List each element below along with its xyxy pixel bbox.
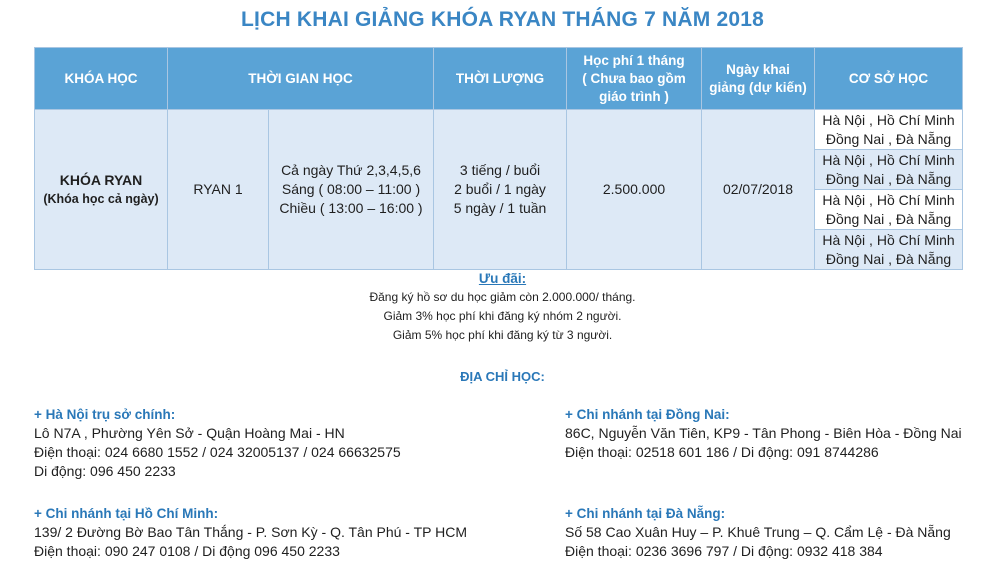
duration-cell [434,110,567,270]
branch-hcm-heading: + Chi nhánh tại Hồ Chí Minh: [34,506,219,521]
campus-line1: Hà Nội , Hồ Chí Minh [822,151,955,168]
branch-hcm-address: 139/ 2 Đường Bờ Bao Tân Thắng - P. Sơn Kỳ - Q. Tân Phú - TP HCM [34,524,468,540]
header-fee-line3: giáo trình ) [599,88,669,104]
header-fee-line1: Học phí 1 tháng [583,52,685,68]
header-fee [567,48,702,110]
header-campus: CƠ SỞ HỌC [815,48,963,110]
campus-line1: Hà Nội , Hồ Chí Minh [822,231,955,248]
campus-cell [815,150,963,190]
fee-cell: 2.500.000 [567,110,702,270]
start-date-cell: 02/07/2018 [702,110,815,270]
branch-hanoi-heading: + Hà Nội trụ sở chính: [34,407,176,422]
branch-hanoi-phone: Điện thoại: 024 6680 1552 / 024 32005137 / 024 66632575 [34,444,401,460]
header-start-date [702,48,815,110]
campus-line2: Đồng Nai , Đà Nẵng [825,170,952,187]
campus-cell [815,230,963,270]
schedule-cell [269,110,434,270]
duration-line-1: 3 tiếng / buổi [459,162,541,178]
promo-line: Giảm 5% học phí khi đăng ký từ 3 người. [392,328,613,342]
branch-dongnai-address: 86C, Nguyễn Văn Tiên, KP9 - Tân Phong - Biên Hòa - Đồng Nai [565,425,962,441]
branch-danang-heading: + Chi nhánh tại Đà Nẵng: [565,506,726,521]
page-title: LỊCH KHAI GIẢNG KHÓA RYAN THÁNG 7 NĂM 2018 [241,8,764,31]
table-row [35,110,963,150]
branch-danang-phone: Điện thoại: 0236 3696 797 / Di động: 0932 418 384 [565,543,883,559]
branch-dongnai-heading: + Chi nhánh tại Đồng Nai: [565,407,730,422]
branch-danang [565,504,951,561]
schedule-line-1: Cả ngày Thứ 2,3,4,5,6 [281,162,421,178]
header-course: KHÓA HỌC [35,48,168,110]
address-heading: ĐỊA CHỈ HỌC: [460,369,545,384]
branch-hanoi [34,405,401,481]
header-start-line1: Ngày khai [726,61,790,77]
header-duration: THỜI LƯỢNG [434,48,567,110]
header-start-line2: giảng (dự kiến) [709,79,807,95]
promo-heading: Ưu đãi: [478,271,527,286]
course-cell [35,110,168,270]
branch-hanoi-address: Lô N7A , Phường Yên Sở - Quận Hoàng Mai - HN [34,425,345,441]
promo-line: Đăng ký hồ sơ du học giảm còn 2.000.000/ tháng. [369,290,636,304]
branch-hcm [34,504,467,561]
class-cell: RYAN 1 [168,110,269,270]
branch-hcm-phone: Điện thoại: 090 247 0108 / Di động 096 450 2233 [34,543,340,559]
promo-section [0,269,1005,345]
course-subtitle: (Khóa học cả ngày) [43,191,159,206]
duration-line-3: 5 ngày / 1 tuần [453,200,547,216]
campus-line2: Đồng Nai , Đà Nẵng [825,210,952,227]
schedule-line-3: Chiều ( 13:00 – 16:00 ) [279,200,423,216]
campus-cell [815,110,963,150]
branch-dongnai-phone: Điện thoại: 02518 601 186 / Di động: 091 8744286 [565,444,879,460]
table-header-row [35,48,963,110]
branch-hanoi-mobile: Di động: 096 450 2233 [34,463,176,479]
campus-cell [815,190,963,230]
course-name: KHÓA RYAN [59,171,143,188]
header-fee-line2: ( Chưa bao gồm [582,70,686,86]
promo-line: Giảm 3% học phí khi đăng ký nhóm 2 người. [383,309,622,323]
duration-line-2: 2 buổi / 1 ngày [454,181,546,197]
header-time: THỜI GIAN HỌC [168,48,434,110]
campus-line2: Đồng Nai , Đà Nẵng [825,250,952,267]
schedule-table [34,47,963,270]
campus-line1: Hà Nội , Hồ Chí Minh [822,111,955,128]
schedule-line-2: Sáng ( 08:00 – 11:00 ) [281,181,421,197]
branch-danang-address: Số 58 Cao Xuân Huy – P. Khuê Trung – Q. Cẩm Lệ - Đà Nẵng [565,524,951,540]
campus-line2: Đồng Nai , Đà Nẵng [825,130,952,147]
campus-line1: Hà Nội , Hồ Chí Minh [822,191,955,208]
branch-dongnai [565,405,962,462]
